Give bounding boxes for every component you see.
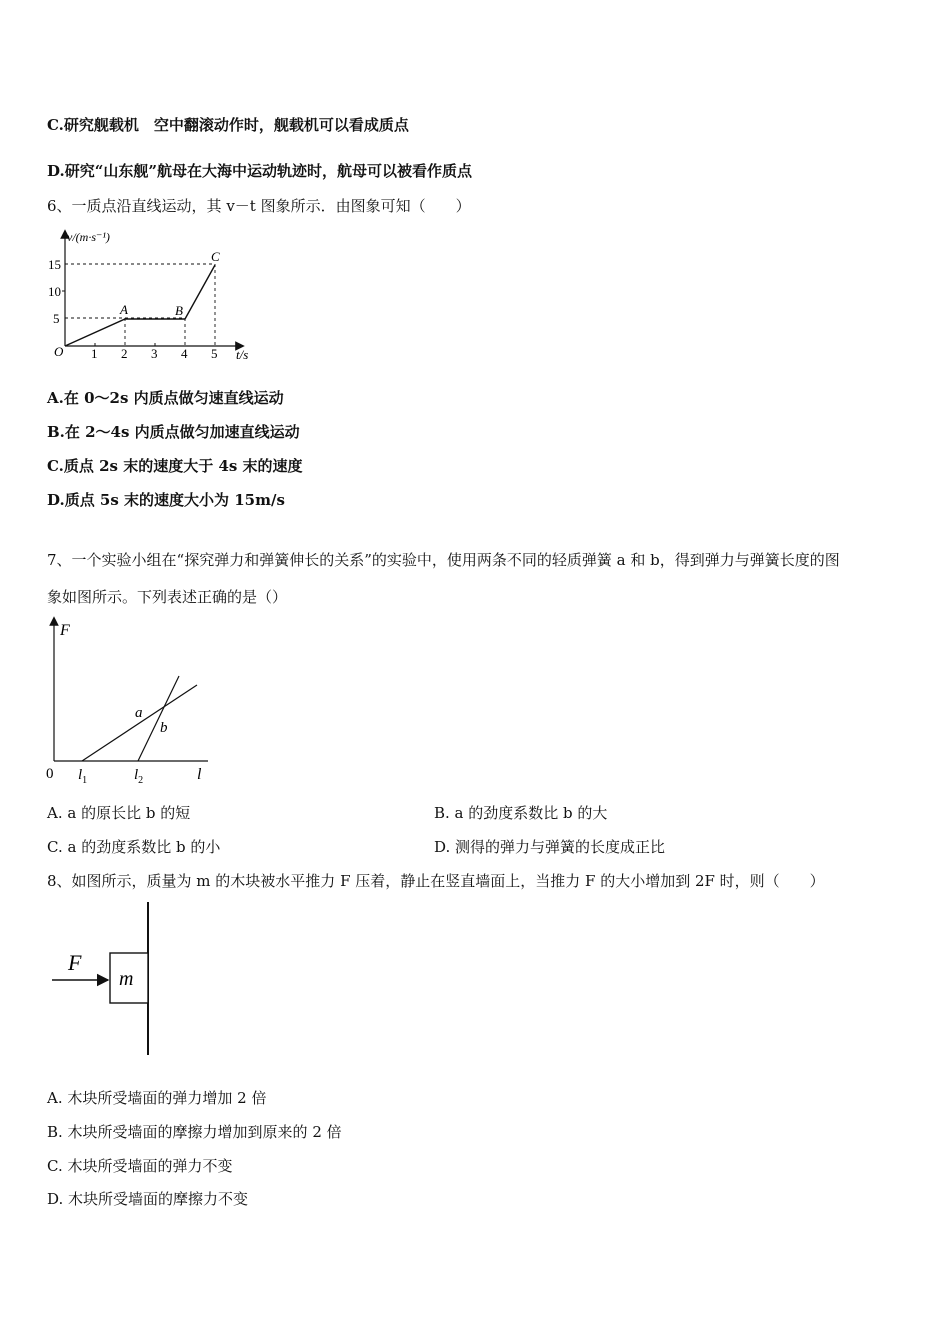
q7-option-a: A. a 的原长比 b 的短	[47, 804, 191, 822]
q7-ylabel: F	[60, 622, 70, 639]
q6-point-b: B	[175, 303, 183, 318]
q6-option-a: A.在 0～2s 内质点做匀速直线运动	[47, 389, 284, 407]
q6-ytick-5: 5	[53, 311, 60, 326]
q7-line-b	[138, 676, 179, 761]
q7-label-a: a	[135, 705, 143, 721]
q7-origin: 0	[46, 766, 54, 782]
q7-l2: $l_2$	[134, 767, 144, 786]
q8-block-wall-figure	[44, 900, 164, 1064]
q7-xlabel: l	[197, 766, 202, 783]
q7-l1: $l_1$	[78, 767, 88, 786]
q6-option-c: C.质点 2s 末的速度大于 4s 末的速度	[47, 457, 303, 475]
q8-option-a: A. 木块所受墙面的弹力增加 2 倍	[47, 1089, 267, 1107]
q8-stem: 8、如图所示，质量为 m 的木块被水平推力 F 压着，静止在竖直墙面上，当推力 F 的大小增加到 2F 时，则（ ）	[47, 872, 825, 890]
q7-line-a	[82, 685, 197, 761]
q6-xtick-5: 5	[211, 346, 218, 361]
q6-xtick-4: 4	[181, 346, 188, 361]
q7-stem-line2: 象如图所示。下列表述正确的是（）	[47, 588, 288, 606]
q7-option-c: C. a 的劲度系数比 b 的小	[47, 838, 221, 856]
q8-mass-label: m	[119, 968, 134, 990]
q6-xlabel: t/s	[236, 347, 249, 362]
q8-option-d: D. 木块所受墙面的摩擦力不变	[47, 1190, 249, 1208]
q7-label-b: b	[160, 720, 168, 736]
q6-ylabel: v/(m·s⁻¹)	[67, 230, 110, 244]
q6-ytick-10: 10	[48, 284, 61, 299]
q8-force-label: F	[68, 950, 82, 975]
q7-option-b: B. a 的劲度系数比 b 的大	[434, 804, 608, 822]
q6-stem: 6、一质点沿直线运动，其 v－t 图象所示．由图象可知（ ）	[47, 197, 471, 215]
q5-option-d: D.研究“山东舰”航母在大海中运动轨迹时，航母可以被看作质点	[47, 162, 472, 180]
q6-option-b: B.在 2～4s 内质点做匀加速直线运动	[47, 423, 300, 441]
q6-xtick-1: 1	[91, 346, 98, 361]
q6-ytick-15: 15	[48, 257, 61, 272]
q6-origin: O	[54, 344, 64, 359]
q6-xtick-3: 3	[151, 346, 158, 361]
q6-vt-graph	[40, 228, 270, 367]
q6-point-a: A	[120, 302, 128, 317]
q8-option-c: C. 木块所受墙面的弹力不变	[47, 1157, 233, 1175]
q7-option-d: D. 测得的弹力与弹簧的长度成正比	[434, 838, 666, 856]
q6-point-c: C	[211, 249, 220, 264]
q6-option-d: D.质点 5s 末的速度大小为 15m/s	[47, 491, 285, 509]
q6-velocity-line	[65, 265, 215, 346]
q7-stem-line1: 7、一个实验小组在“探究弹力和弹簧伸长的关系”的实验中，使用两条不同的轻质弹簧 a 和 b，得到弹力与弹簧长度的图	[47, 551, 840, 569]
q7-force-length-graph	[40, 615, 220, 794]
q8-option-b: B. 木块所受墙面的摩擦力增加到原来的 2 倍	[47, 1123, 342, 1141]
q6-xtick-2: 2	[121, 346, 128, 361]
q5-option-c: C.研究舰载机 空中翻滚动作时，舰载机可以看成质点	[47, 116, 409, 134]
